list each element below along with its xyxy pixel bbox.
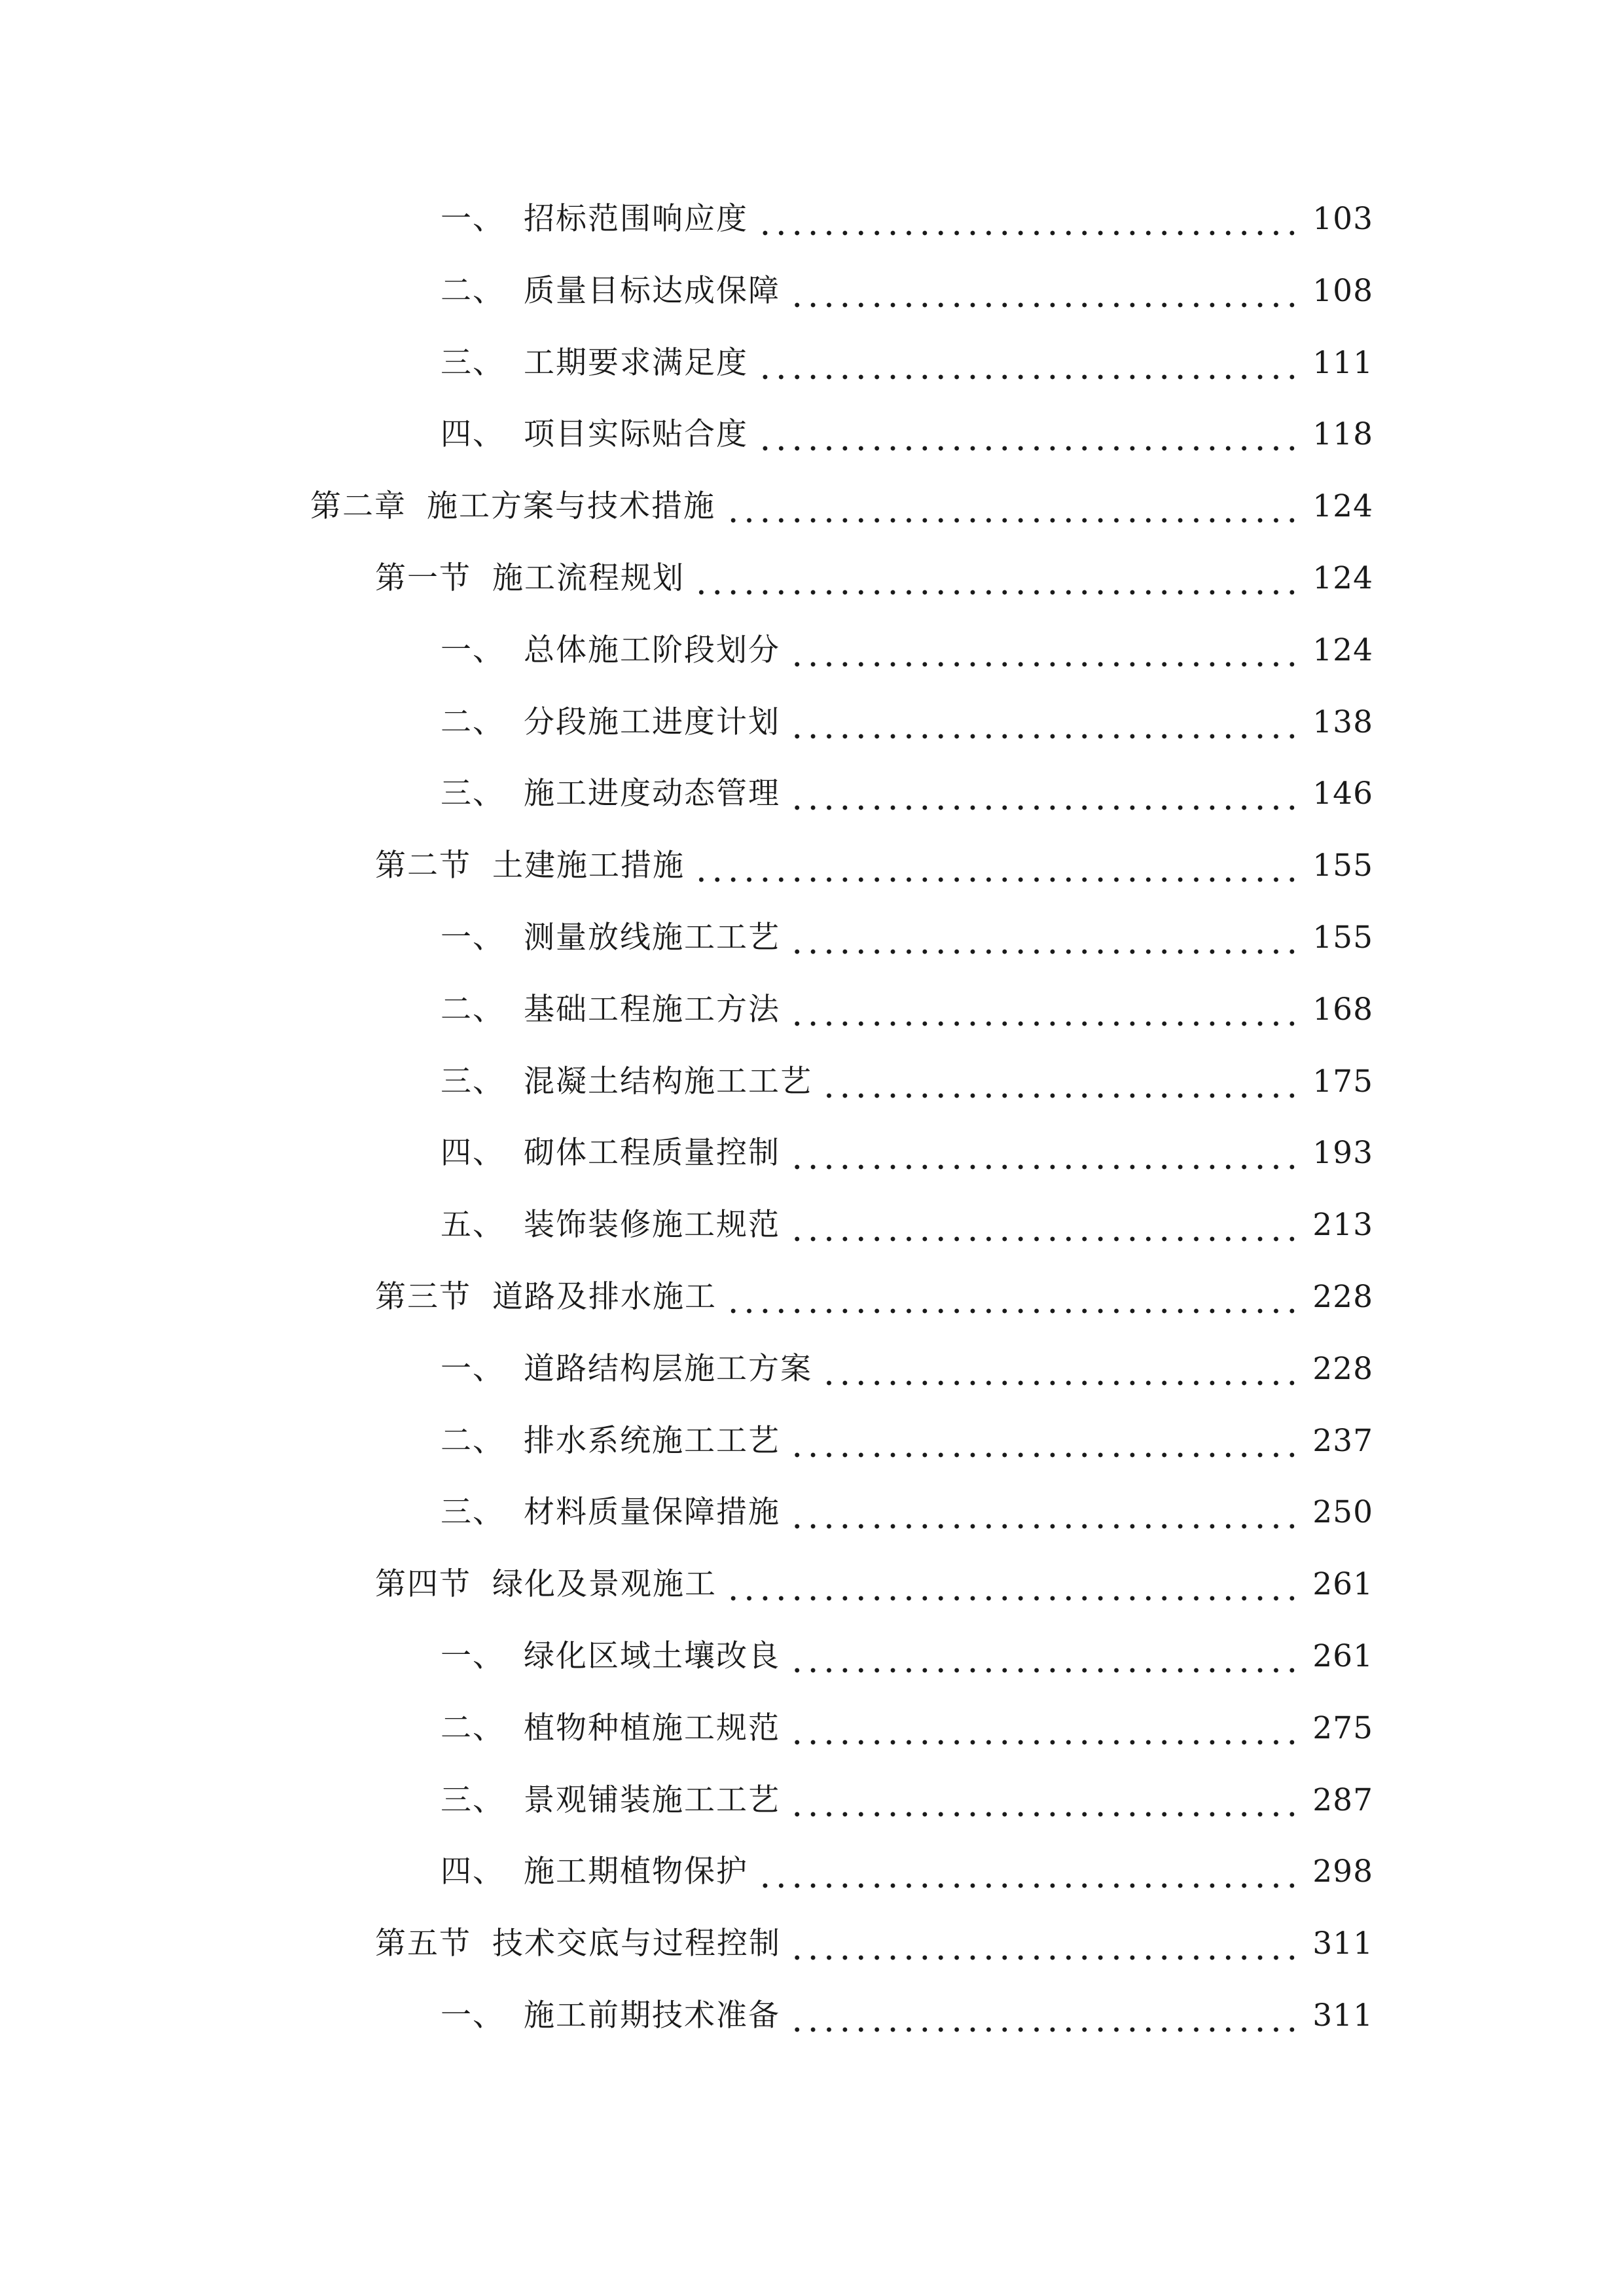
toc-entry-marker: 一、	[441, 201, 505, 237]
toc-entry-page-number: 168	[1312, 991, 1373, 1028]
toc-entry-page-number: 228	[1312, 1350, 1373, 1387]
toc-entry[interactable]	[0, 549, 1624, 608]
toc-entry[interactable]	[0, 190, 1624, 249]
toc-entry[interactable]	[0, 1340, 1624, 1399]
toc-entry-title: 招标范围响应度	[524, 201, 748, 237]
toc-entry-page-number: 138	[1312, 704, 1373, 740]
toc-dot-leader	[789, 1483, 1300, 1542]
toc-entry-title: 道路结构层施工方案	[524, 1350, 812, 1387]
toc-entry-title: 测量放线施工工艺	[524, 920, 780, 956]
toc-entry-marker: 第一节	[375, 560, 471, 596]
toc-entry-page-number: 124	[1312, 632, 1373, 668]
toc-entry-page-number: 275	[1312, 1710, 1373, 1746]
toc-dot-leader	[757, 190, 1300, 249]
toc-entry[interactable]	[0, 1771, 1624, 1830]
toc-dot-leader	[757, 405, 1300, 464]
toc-entry-title: 施工进度动态管理	[524, 776, 780, 812]
toc-dot-leader	[789, 1771, 1300, 1830]
toc-entry-marker: 第二节	[375, 848, 471, 884]
toc-entry-marker: 一、	[441, 1350, 505, 1387]
toc-entry-page-number: 250	[1312, 1494, 1373, 1531]
toc-entry-page-number: 228	[1312, 1279, 1373, 1315]
toc-entry-title: 施工期植物保护	[524, 1854, 748, 1890]
toc-dot-leader	[789, 1986, 1300, 2045]
toc-dot-leader	[789, 262, 1300, 321]
toc-entry-page-number: 193	[1312, 1135, 1373, 1172]
toc-entry[interactable]	[0, 1196, 1624, 1255]
toc-entry[interactable]	[0, 1124, 1624, 1183]
toc-entry-page-number: 311	[1312, 1926, 1373, 1962]
toc-entry-marker: 四、	[441, 1135, 505, 1172]
toc-entry-marker: 二、	[441, 991, 505, 1028]
toc-dot-leader	[789, 908, 1300, 967]
toc-entry[interactable]	[0, 908, 1624, 967]
toc-entry[interactable]	[0, 477, 1624, 536]
toc-entry-marker: 二、	[441, 704, 505, 740]
toc-dot-leader	[789, 1699, 1300, 1758]
toc-entry-title: 总体施工阶段划分	[524, 632, 780, 668]
toc-entry-title: 道路及排水施工	[492, 1279, 717, 1315]
toc-entry-title: 排水系统施工工艺	[524, 1422, 780, 1459]
toc-entry-page-number: 261	[1312, 1566, 1373, 1603]
toc-dot-leader	[726, 1268, 1300, 1327]
toc-entry-title: 分段施工进度计划	[524, 704, 780, 740]
toc-dot-leader	[757, 1842, 1300, 1901]
toc-entry-marker: 四、	[441, 1854, 505, 1890]
toc-entry-title: 质量目标达成保障	[524, 272, 780, 309]
toc-entry[interactable]	[0, 693, 1624, 752]
toc-entry-title: 施工流程规划	[492, 560, 685, 596]
toc-entry-title: 植物种植施工规范	[524, 1710, 780, 1746]
toc-dot-leader	[726, 1555, 1300, 1614]
toc-entry[interactable]	[0, 405, 1624, 464]
toc-dot-leader	[725, 477, 1300, 536]
toc-entry-title: 景观铺装施工工艺	[524, 1782, 780, 1818]
toc-entry-title: 混凝土结构施工工艺	[524, 1063, 812, 1100]
toc-entry[interactable]	[0, 1412, 1624, 1471]
toc-entry-page-number: 111	[1312, 344, 1373, 381]
toc-entry-page-number: 311	[1312, 1998, 1373, 2034]
toc-entry-marker: 三、	[441, 1063, 505, 1100]
toc-dot-leader	[789, 693, 1300, 752]
toc-entry[interactable]	[0, 621, 1624, 680]
toc-entry[interactable]	[0, 836, 1624, 895]
toc-entry-page-number: 237	[1312, 1422, 1373, 1459]
toc-entry-page-number: 124	[1312, 488, 1373, 525]
toc-entry[interactable]	[0, 1555, 1624, 1614]
toc-entry-marker: 三、	[441, 776, 505, 812]
toc-entry-marker: 二、	[441, 1422, 505, 1459]
toc-entry-marker: 五、	[441, 1207, 505, 1244]
toc-entry-marker: 一、	[441, 920, 505, 956]
toc-entry-marker: 一、	[441, 1638, 505, 1674]
toc-entry-marker: 一、	[441, 1998, 505, 2034]
toc-entry[interactable]	[0, 1914, 1624, 1973]
toc-dot-leader	[821, 1052, 1300, 1111]
toc-entry-page-number: 155	[1312, 848, 1373, 884]
toc-entry-title: 技术交底与过程控制	[492, 1926, 781, 1962]
toc-dot-leader	[694, 836, 1300, 895]
toc-entry[interactable]	[0, 262, 1624, 321]
toc-entry-title: 材料质量保障措施	[524, 1494, 780, 1531]
toc-entry-page-number: 118	[1312, 416, 1373, 453]
toc-dot-leader	[789, 621, 1300, 680]
toc-entry-title: 基础工程施工方法	[524, 991, 780, 1028]
toc-dot-leader	[789, 764, 1300, 823]
toc-entry-page-number: 146	[1312, 776, 1373, 812]
toc-entry-marker: 二、	[441, 272, 505, 309]
toc-entry-page-number: 108	[1312, 272, 1373, 309]
toc-dot-leader	[757, 334, 1300, 393]
toc-entry-title: 工期要求满足度	[524, 344, 748, 381]
toc-entry[interactable]	[0, 1268, 1624, 1327]
toc-entry[interactable]	[0, 980, 1624, 1039]
toc-entry[interactable]	[0, 764, 1624, 823]
toc-entry-marker: 第四节	[375, 1566, 471, 1603]
toc-entry[interactable]	[0, 1842, 1624, 1901]
toc-entry-marker: 第二章	[310, 488, 406, 525]
toc-dot-leader	[789, 1412, 1300, 1471]
toc-entry-marker: 三、	[441, 344, 505, 381]
toc-entry-page-number: 261	[1312, 1638, 1373, 1674]
toc-entry-marker: 三、	[441, 1494, 505, 1531]
toc-entry[interactable]	[0, 1627, 1624, 1686]
toc-entry-title: 绿化及景观施工	[492, 1566, 717, 1603]
toc-dot-leader	[789, 980, 1300, 1039]
toc-dot-leader	[789, 1196, 1300, 1255]
toc-dot-leader	[694, 549, 1300, 608]
toc-entry[interactable]	[0, 1483, 1624, 1542]
toc-entry-page-number: 175	[1312, 1063, 1373, 1100]
toc-entry-marker: 三、	[441, 1782, 505, 1818]
toc-entry-title: 绿化区域土壤改良	[524, 1638, 780, 1674]
toc-entry-marker: 四、	[441, 416, 505, 453]
toc-entry-page-number: 103	[1312, 201, 1373, 237]
toc-entry-page-number: 298	[1312, 1854, 1373, 1890]
toc-entry-title: 土建施工措施	[492, 848, 685, 884]
toc-entry[interactable]	[0, 1986, 1624, 2045]
toc-dot-leader	[790, 1914, 1300, 1973]
toc-entry-page-number: 155	[1312, 920, 1373, 956]
toc-entry-title: 砌体工程质量控制	[524, 1135, 780, 1172]
toc-entry-title: 施工方案与技术措施	[427, 488, 715, 525]
toc-entry-marker: 一、	[441, 632, 505, 668]
toc-entry[interactable]	[0, 1699, 1624, 1758]
toc-dot-leader	[789, 1627, 1300, 1686]
toc-entry[interactable]	[0, 334, 1624, 393]
toc-entry-title: 装饰装修施工规范	[524, 1207, 780, 1244]
toc-dot-leader	[789, 1124, 1300, 1183]
toc-entry-page-number: 124	[1312, 560, 1373, 596]
toc-entry-marker: 二、	[441, 1710, 505, 1746]
toc-dot-leader	[821, 1340, 1300, 1399]
toc-entry-page-number: 287	[1312, 1782, 1373, 1818]
toc-entry-marker: 第三节	[375, 1279, 471, 1315]
toc-entry-marker: 第五节	[375, 1926, 471, 1962]
toc-entry-title: 项目实际贴合度	[524, 416, 748, 453]
toc-entry-title: 施工前期技术准备	[524, 1998, 780, 2034]
toc-entry[interactable]	[0, 1052, 1624, 1111]
toc-entry-page-number: 213	[1312, 1207, 1373, 1244]
